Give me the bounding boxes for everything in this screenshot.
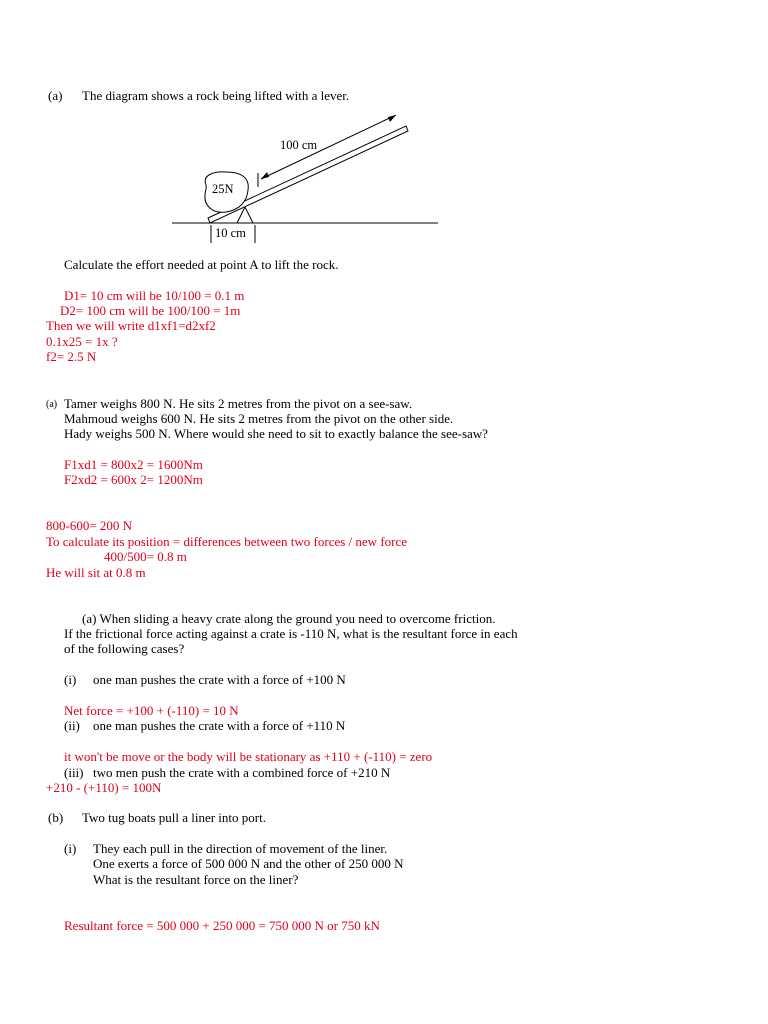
rock-label: 25N <box>212 182 234 196</box>
q3-intro-line: If the frictional force acting against a crate is -110 N, what is the resultant force in each <box>64 626 518 641</box>
q4-intro: Two tug boats pull a liner into port. <box>82 810 266 825</box>
q1-answer-line: D1= 10 cm will be 10/100 = 0.1 m <box>64 288 245 303</box>
base-label: 10 cm <box>215 226 246 240</box>
q3-intro-line: (a) When sliding a heavy crate along the ground you need to overcome friction. <box>82 611 496 626</box>
q3-case-i-num: (i) <box>64 672 77 687</box>
q1-label: (a) <box>48 88 63 103</box>
q2-label: (a) <box>46 399 58 410</box>
lever-diagram <box>160 115 450 250</box>
arrow-head-right <box>388 115 396 122</box>
q4-label: (b) <box>48 810 64 825</box>
q1-question: Calculate the effort needed at point A to lift the rock. <box>64 257 339 272</box>
q3-case-iii-text: two men push the crate with a combined force of +210 N <box>93 765 391 780</box>
q2-line: Hady weighs 500 N. Where would she need to sit to exactly balance the see-saw? <box>64 426 488 441</box>
q3-case-ii-num: (ii) <box>64 718 80 733</box>
q2-line: Tamer weighs 800 N. He sits 2 metres from the pivot on a see-saw. <box>64 396 413 411</box>
q3-answer-ii: it won't be move or the body will be stationary as +110 + (-110) = zero <box>64 749 433 764</box>
q1-intro: The diagram shows a rock being lifted with a lever. <box>82 88 350 103</box>
q2-answer-line: F1xd1 = 800x2 = 1600Nm <box>64 457 203 472</box>
q2-answer-line: He will sit at 0.8 m <box>46 565 146 580</box>
q2-answer-line: F2xd2 = 600x 2= 1200Nm <box>64 472 203 487</box>
q3-answer-i: Net force = +100 + (-110) = 10 N <box>64 703 239 718</box>
q4-case-i-line: What is the resultant force on the liner? <box>93 872 299 887</box>
length-label: 100 cm <box>280 138 318 152</box>
q4-case-i-line: They each pull in the direction of movement of the liner. <box>93 841 388 856</box>
q1-answer-line: 0.1x25 = 1x ? <box>46 334 118 349</box>
q4-case-i-num: (i) <box>64 841 77 856</box>
q4-answer: Resultant force = 500 000 + 250 000 = 750 000 N or 750 kN <box>64 918 380 933</box>
q2-line: Mahmoud weighs 600 N. He sits 2 metres from the pivot on the other side. <box>64 411 454 426</box>
q3-case-ii-text: one man pushes the crate with a force of +110 N <box>93 718 346 733</box>
arrow-head-left <box>261 172 269 179</box>
q1-answer-line: Then we will write d1xf1=d2xf2 <box>46 318 216 333</box>
q2-answer-line: To calculate its position = differences between two forces / new force <box>46 534 408 549</box>
q1-answer-line: D2= 100 cm will be 100/100 = 1m <box>60 303 241 318</box>
q4-case-i-line: One exerts a force of 500 000 N and the other of 250 000 N <box>93 856 404 871</box>
q1-answer-line: f2= 2.5 N <box>46 349 97 364</box>
q3-intro-line: of the following cases? <box>64 641 185 656</box>
q3-case-i-text: one man pushes the crate with a force of +100 N <box>93 672 346 687</box>
q3-answer-iii: +210 - (+110) = 100N <box>46 780 162 795</box>
q2-answer-line: 800-600= 200 N <box>46 518 133 533</box>
q3-case-iii-num: (iii) <box>64 765 84 780</box>
q2-answer-line: 400/500= 0.8 m <box>104 549 187 564</box>
